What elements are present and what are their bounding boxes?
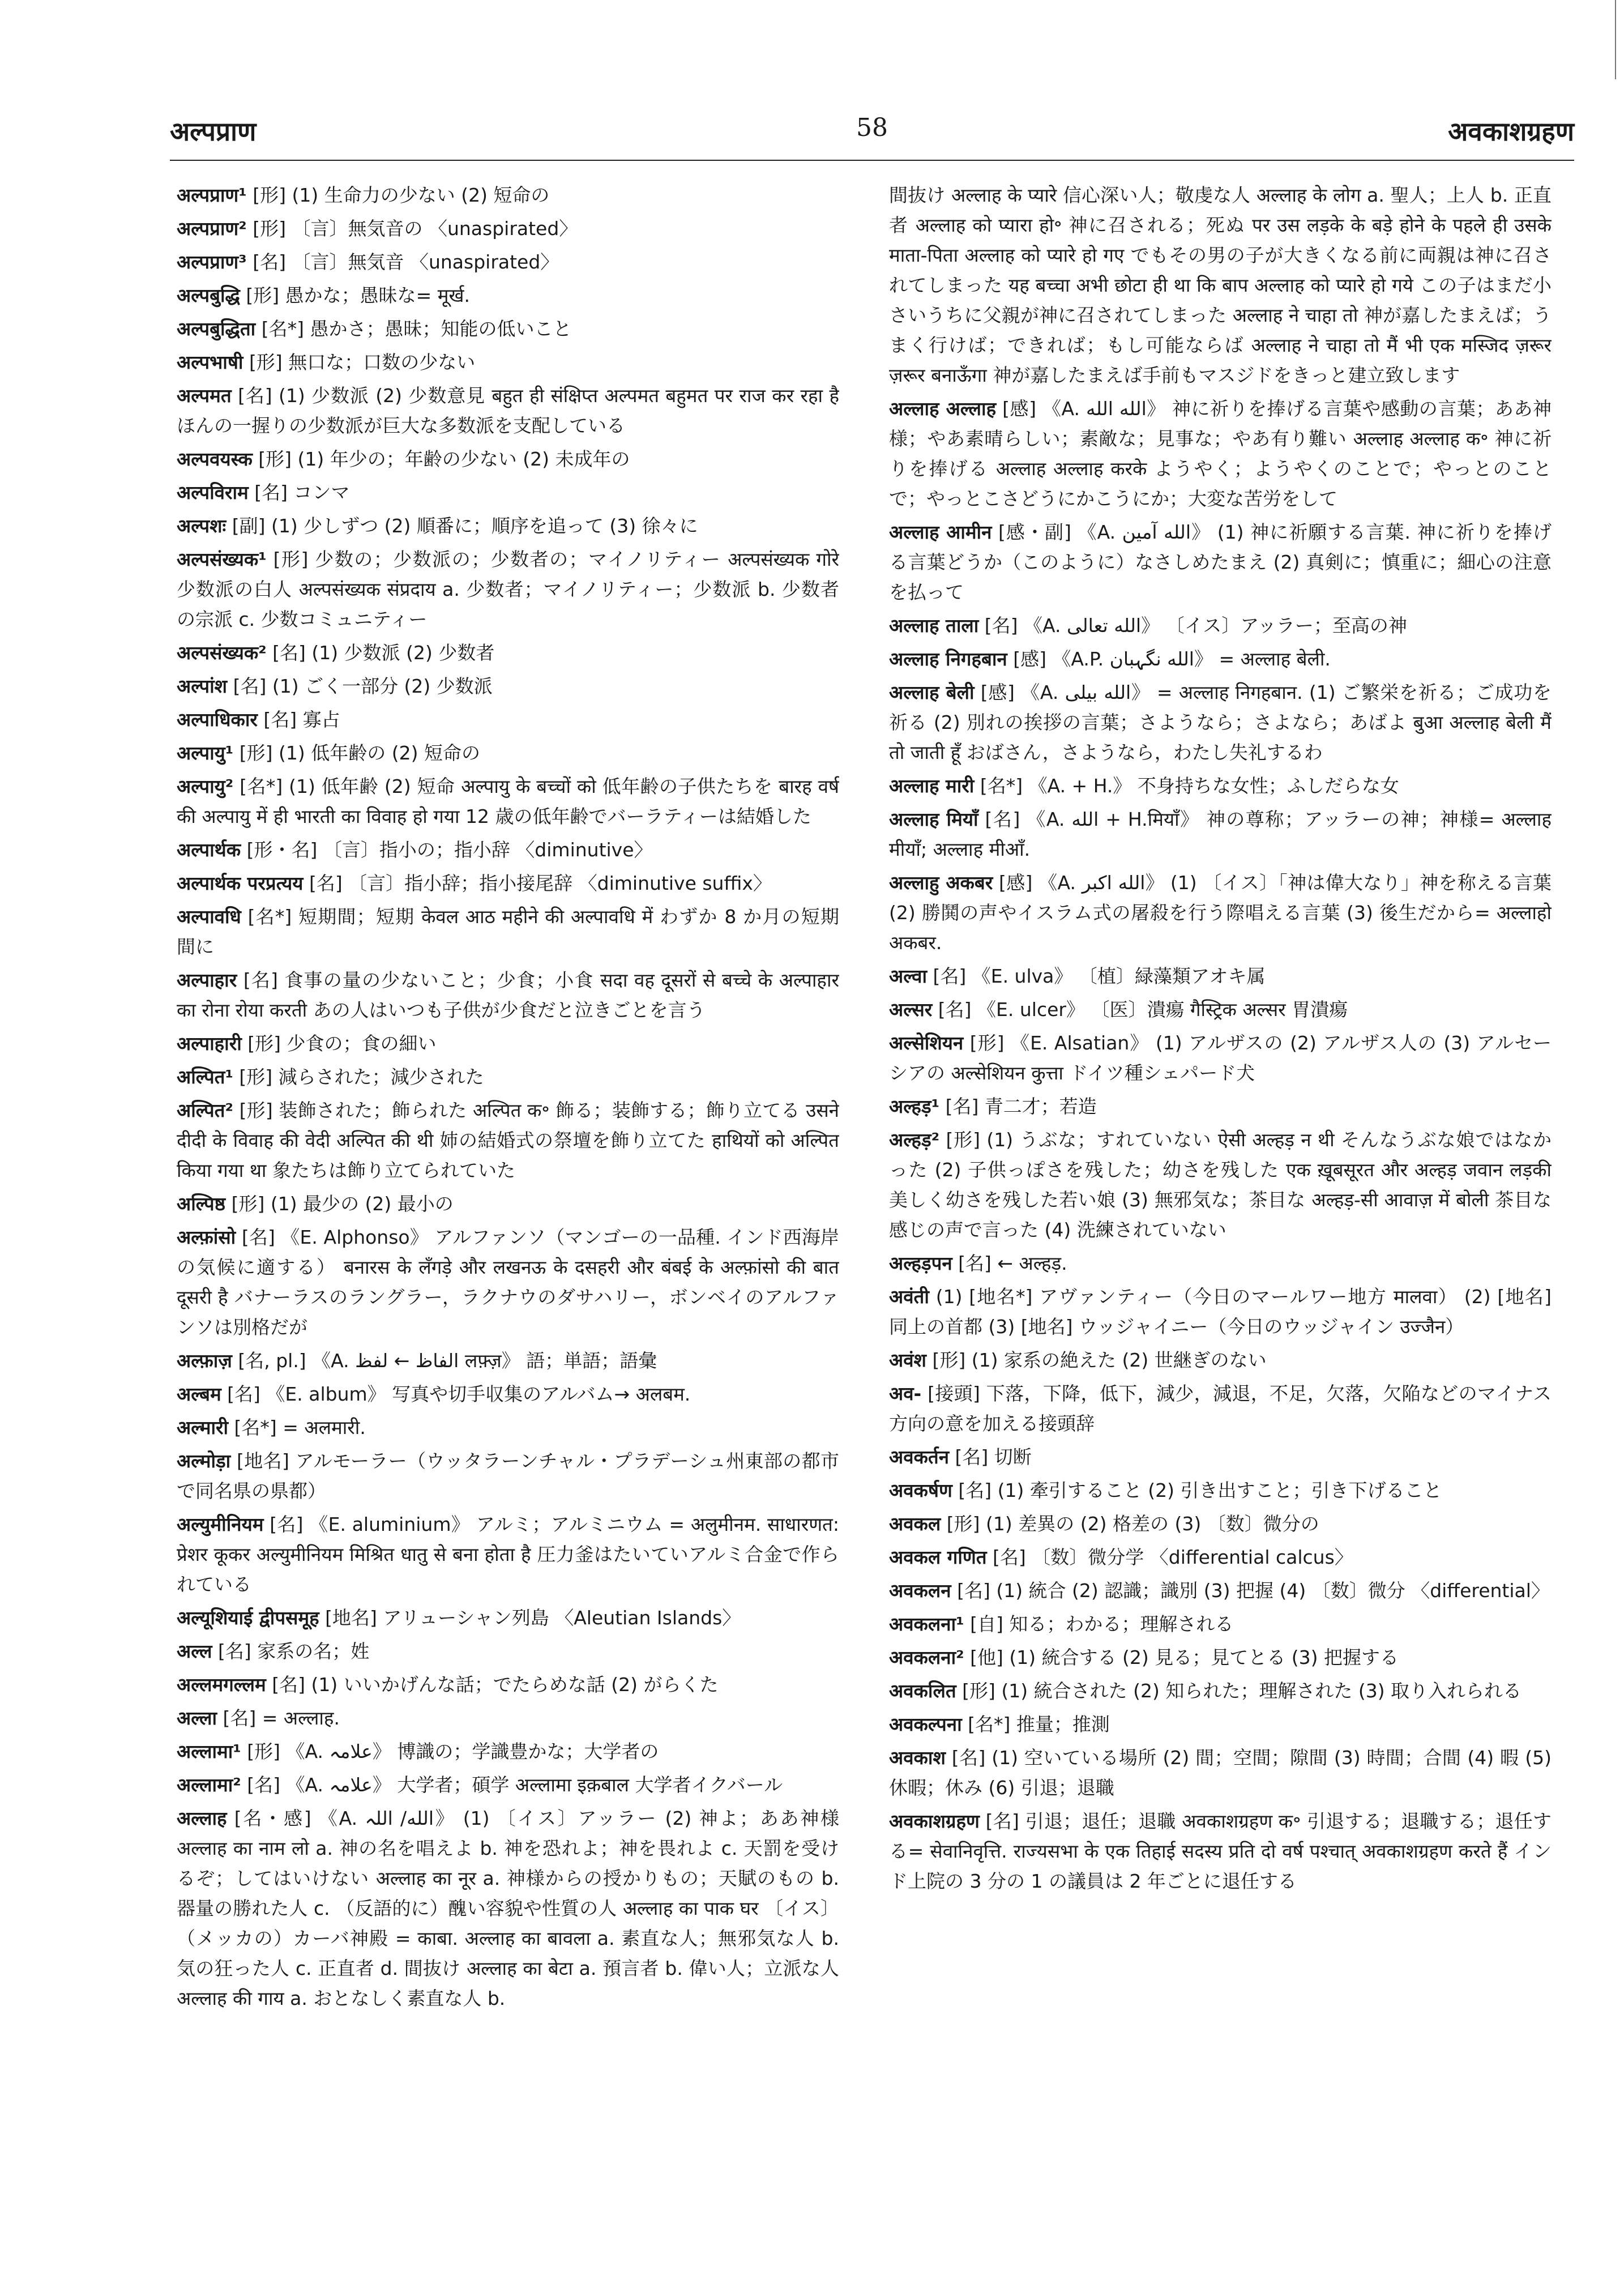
entry-definition: [形] 少食の；食の細い (241, 1032, 437, 1055)
entry-headword: अल्पविराम (177, 481, 249, 503)
dictionary-entry (177, 247, 839, 277)
dictionary-entry (889, 804, 1552, 864)
entry-definition: [形] 《E. Alsatian》 (1) アルザスの (2) アルザス人の (3) アルセーシアの अल्सेशियन कुत्ता ドイツ種シェパード犬 (889, 1032, 1552, 1084)
entry-definition: [副] (1) 少しずつ (2) 順番に；順序を追って (3) 徐々に (226, 515, 698, 537)
dictionary-entry (177, 477, 839, 507)
entry-definition: [名] 《E. album》 写真や切手収集のアルバム→ अलबम. (221, 1383, 691, 1405)
entry-definition: [感] 《A.P. الله نگہبان》 = अल्लाह बेली. (1007, 648, 1331, 670)
dictionary-entry (889, 1509, 1552, 1539)
dictionary-entry (889, 1576, 1552, 1606)
dictionary-entry (889, 961, 1552, 991)
entry-definition: [名] 《A. الله تعالی》 〔イス〕アッラー；至高の神 (978, 614, 1407, 637)
entry-headword: अल्यूशियाई द्वीपसमूह (177, 1607, 319, 1629)
entry-definition: [名] 《A. علامہ》 大学者；碩学 अल्लामा इक़बाल 大学者イクバール (241, 1774, 783, 1796)
entry-headword: अल्लाह मियाँ (889, 808, 978, 830)
entry-headword: अल्पिष्ठ (177, 1193, 226, 1215)
entry-definition: [名] = अल्लाह. (217, 1707, 340, 1729)
entry-definition: 間抜け अल्लाह के प्यारे 信心深い人；敬虔な人 अल्लाह के लोग a. 聖人；上人 b. 正直者 अल्लाह को प्यारा हो॰ 神に召される；死ぬ पर उस लड़के के बड़े होने के पहले ही उसके माता-पिता अल्लाह को प्यारे हो गए でもその男の子が大きくなる前に両親は神に召されてしまった यह बच्चा अभी छोटा ही था कि बाप अल्लाह को प्यारे हो गये この子はまだ小さいうちに父親が神に召されてしまった अल्लाह ने चाहा तो 神が嘉したまえば；うまく行けば；できれば；もし可能ならば अल्लाह ने चाहा तो मैं भी एक मस्जिद ज़रूर ज़रूर बनाऊँगा 神が嘉したまえば手前もマスジドをきっと建立致します (889, 184, 1552, 386)
entry-definition: [形] 無口な；口数の少ない (243, 351, 476, 373)
dictionary-entry (177, 1222, 839, 1342)
entry-definition: [感・副] 《A. الله آمين》 (1) 神に祈願する言葉. 神に祈りを捧げる言葉どうか（このように）なさしめたまえ (2) 真剣に；慎重に；細心の注意を払って (889, 521, 1552, 603)
entry-definition: [形] 《A. علامہ》 博識の；学識豊かな；大学者の (241, 1740, 659, 1762)
dictionary-entry (177, 965, 839, 1025)
entry-headword: अल्हड़पन (889, 1252, 952, 1274)
dictionary-entry (889, 1442, 1552, 1472)
dictionary-entry (889, 611, 1552, 641)
entry-headword: अल्पित¹ (177, 1066, 233, 1088)
entry-headword: अवकल (889, 1513, 941, 1535)
entry-definition: [名] (1) ごく一部分 (2) 少数派 (227, 675, 493, 697)
entry-definition: [名] 《E. ulcer》 〔医〕潰瘍 गैस्ट्रिक अल्सर 胃潰瘍 (932, 998, 1348, 1021)
entry-headword: अल्पवयस्क (177, 448, 253, 470)
entry-definition: [形] 〔言〕無気音の 〈unaspirated〉 (246, 217, 578, 240)
entry-headword: अल्मोड़ा (177, 1450, 231, 1472)
dictionary-entry (889, 394, 1552, 514)
entry-headword: अल्लाह बेली (889, 681, 975, 703)
entry-headword: अवकल्पना (889, 1713, 962, 1735)
entry-definition: [名] 家系の名；姓 (212, 1640, 370, 1662)
entry-headword: अल्पित² (177, 1099, 233, 1121)
dictionary-entry (889, 1345, 1552, 1375)
entry-definition: [名] 《E. ulva》 〔植〕緑藻類アオキ属 (927, 965, 1266, 987)
entry-headword: अल्पाधिकार (177, 708, 258, 731)
entry-headword: अल्पप्राण¹ (177, 184, 247, 206)
dictionary-entry (889, 1609, 1552, 1639)
entry-headword: अल्पमत (177, 385, 232, 407)
dictionary-entry (889, 1378, 1552, 1439)
entry-definition: [他] (1) 統合する (2) 見る；見てとる (3) 把握する (964, 1646, 1399, 1668)
entry-definition: [名] 〔言〕指小辞；指小接尾辞 〈diminutive suffix〉 (303, 872, 772, 894)
entry-definition: [名] 食事の量の少ないこと；少食；小食 सदा वह दूसरों से बच्चे के अल्पाहार का रोना रोया करती あの人はいつも子供が少食だと泣きごとを言う (177, 969, 839, 1021)
entry-headword: अल्युमीनियम (177, 1513, 264, 1535)
entry-definition: [名] 《E. aluminium》 アルミ；アルミニウム = अलुमीनम. साधारणत: प्रेशर कूकर अल्युमीनियम मिश्रित धातु से बना होता है 圧力釜はたいていアルミ合金で作られている (177, 1513, 839, 1595)
entry-headword: अवंश (889, 1349, 926, 1371)
dictionary-entry (177, 671, 839, 701)
dictionary-entry (177, 1636, 839, 1666)
entry-definition: [感] 《A. الله بیلی》 = अल्लाह निगहबान. (1) ご繁栄を祈る；ご成功を祈る (2) 別れの挨拶の言葉；さようなら；さよなら；あばよ बुआ अल्लाह बेली मैं तो जाती हूँ おばさん，さようなら，わたし失礼するわ (889, 681, 1552, 763)
entry-definition: [形] (1) 低年齢の (2) 短命の (233, 742, 480, 764)
dictionary-entry (889, 1282, 1552, 1342)
dictionary-entry (177, 444, 839, 474)
dictionary-entry (177, 1736, 839, 1766)
dictionary-entry (889, 677, 1552, 767)
dictionary-entry (177, 835, 839, 865)
dictionary-entry (889, 1091, 1552, 1121)
entry-headword: अल्पायु¹ (177, 742, 234, 764)
dictionary-entry (177, 1509, 839, 1599)
entry-headword: अल्पसंख्यक¹ (177, 548, 267, 570)
entry-definition: [形] 愚かな；愚昧な= मूर्ख. (240, 284, 470, 306)
dictionary-entry (177, 314, 839, 344)
entry-definition: [感] 《A. الله اکبر》 (1) 〔イス〕「神は偉大なり」神を称える言葉 (2) 勝鬨の声やイスラム式の屠殺を行う際唱える言葉 (3) 後生だから= अल्लाहो अकबर. (889, 872, 1552, 954)
entry-headword: अल्फ़ाज़ (177, 1350, 232, 1372)
dictionary-entry (889, 1642, 1552, 1672)
entry-headword: अल्लामा² (177, 1774, 241, 1796)
entry-definition: [形] 装飾された；飾られた अल्पित क॰ 飾る；装飾する；飾り立てる उसने दीदी के विवाह की वेदी अल्पित की थी 姉の結婚式の祭壇を飾り立てた हाथियों को अल्पित किया गया था 象たちは飾り立てられていた (177, 1099, 839, 1181)
entry-definition: [形] (1) 最少の (2) 最小の (225, 1193, 454, 1215)
entry-headword: अवकर्तन (889, 1446, 950, 1468)
entry-definition: [自] 知る；わかる；理解される (964, 1613, 1234, 1635)
dictionary-entry (177, 1189, 839, 1219)
dictionary-entry (177, 180, 839, 210)
entry-definition: [名] 〔数〕微分学 〈differential calcus〉 (986, 1546, 1353, 1568)
entry-definition: [形・名] 〔言〕指小の；指小辞 〈diminutive〉 (241, 839, 653, 861)
right-guide-word: अवकाशग्रहण (1448, 116, 1574, 147)
entry-headword: अल्हड़² (889, 1129, 940, 1151)
entry-definition: [名] 《E. Alphonso》 アルファンソ（マンゴーの一品種. インド西海岸の気候に適する） बनारस के लँगड़े और लखनऊ के दसहरी और बंबई के अल्फ़ांसो की बात दूसरी है バナーラスのラングラー，ラクナウのダサハリー，ボンベイのアルファンソは別格だが (177, 1226, 839, 1338)
entry-headword: अल्पावधि (177, 906, 241, 928)
entry-definition: [名] 寡占 (257, 708, 340, 731)
dictionary-entry (177, 511, 839, 541)
dictionary-entry (177, 1379, 839, 1409)
dictionary-entry (889, 1248, 1552, 1278)
dictionary-entry (177, 381, 839, 441)
entry-headword: अल्पाहार (177, 969, 237, 991)
entry-definition: [名*] 短期間；短期 केवल आठ महीने की अल्पावधि में わずか 8 か月の短期間に (177, 906, 839, 958)
entry-definition: [名] (1) 牽引すること (2) 引き出すこと；引き下げること (952, 1479, 1442, 1501)
entry-headword: अल्सेशियन (889, 1032, 964, 1054)
entry-definition: [形] (1) 家系の絶えた (2) 世継ぎのない (926, 1349, 1267, 1371)
dictionary-entry (889, 1542, 1552, 1572)
entry-headword: अवकाशग्रहण (889, 1810, 980, 1832)
entry-definition: [名*] 推量；推測 (961, 1713, 1110, 1735)
dictionary-entry (177, 1670, 839, 1700)
entry-headword: अल्लाह (177, 1807, 227, 1829)
entry-definition: [接頭] 下落，下降，低下，減少，減退，不足，欠落，欠陥などのマイナス方向の意を加える接頭辞 (889, 1382, 1552, 1435)
entry-definition: [形] (1) 統合された (2) 知られた；理解された (3) 取り入れられる (956, 1680, 1522, 1702)
dictionary-entry (889, 644, 1552, 674)
entry-definition: [形] (1) 差異の (2) 格差の (3) 〔数〕微分の (941, 1513, 1319, 1535)
dictionary-entry (177, 544, 839, 634)
entry-definition: [形] (1) 年少の；年齢の少ない (2) 未成年の (252, 448, 630, 470)
entry-definition: [名] (1) いいかげんな話；でたらめな話 (2) がらくた (266, 1674, 719, 1696)
dictionary-entry (177, 705, 839, 735)
entry-headword: अवकलित (889, 1680, 956, 1702)
entry-headword: अल्फ़ांसो (177, 1226, 236, 1248)
dictionary-entry (177, 1446, 839, 1506)
left-guide-word: अल्पप्राण (170, 116, 257, 147)
entry-headword: अल्पबुद्धिता (177, 318, 256, 340)
dictionary-entry (177, 1062, 839, 1092)
entry-headword: अल्ला (177, 1707, 217, 1729)
entry-definition: [地名] アルモーラー（ウッタラーンチャル・プラデーシュ州東部の都市で同名県の県都） (177, 1450, 839, 1502)
dictionary-entry (177, 1703, 839, 1733)
entry-definition: [名] 引退；退任；退職 अवकाशग्रहण क॰ 引退する；退職する；退任する= सेवानिवृत्ति. राज्यसभा के एक तिहाई सदस्य प्रति दो वर्ष पश्चात् अवकाशग्रहण करते हैं インド上院の 3 分の 1 の議員は 2 年ごとに退任する (889, 1810, 1552, 1892)
entry-headword: अल्लाह निगहबान (889, 648, 1007, 670)
dictionary-entry (889, 1125, 1552, 1245)
entry-headword: अल्सर (889, 998, 933, 1021)
header-rule (170, 160, 1574, 161)
entry-headword: अल्पशः (177, 515, 226, 537)
dictionary-entry (889, 771, 1552, 801)
page-number: 58 (856, 113, 888, 142)
dictionary-entry (177, 1803, 839, 2013)
entry-headword: अवकलना¹ (889, 1613, 964, 1635)
entry-definition: [形] 減らされた；減少された (233, 1066, 484, 1088)
dictionary-entry (177, 868, 839, 898)
entry-definition: [形] (1) うぶな；すれていない ऐसी अल्हड़ न थी そんなうぶな娘ではなかった (2) 子供っぽさを残した；幼さを残した एक ख़ूबसूरत और अल्हड़ जवान लड़की 美しく幼さを残した若い娘 (3) 無邪気な；茶目な अल्हड़-सी आवाज़ में बोली 茶目な感じの声で言った (4) 洗練されていない (889, 1129, 1552, 1241)
dictionary-entry (177, 902, 839, 962)
entry-headword: अल्पप्राण² (177, 217, 247, 240)
entry-definition: [名*] = अलमारी. (228, 1416, 366, 1439)
dictionary-entry (177, 771, 839, 831)
entry-definition: [名] (1) 統合 (2) 認識；識別 (3) 把握 (4) 〔数〕微分 〈differential〉 (951, 1580, 1550, 1602)
entry-headword: अल्लाहु अकबर (889, 872, 993, 894)
entry-headword: अल्लाह ताला (889, 614, 979, 637)
dictionary-entry (889, 1028, 1552, 1088)
running-header (170, 113, 1574, 159)
entry-definition: [名] 〔言〕無気音 〈unaspirated〉 (246, 251, 559, 273)
dictionary-entry (889, 868, 1552, 958)
entry-headword: अल्लाह मारी (889, 775, 975, 797)
entry-headword: अल्हड़¹ (889, 1095, 940, 1117)
dictionary-entry (889, 180, 1552, 390)
entry-definition: [地名] アリューシャン列島 〈Aleutian Islands〉 (319, 1607, 741, 1629)
entry-headword: अल्लमगल्लम (177, 1674, 266, 1696)
entry-headword: अल्पसंख्यक² (177, 642, 267, 664)
margin-rule (1615, 0, 1616, 79)
dictionary-entry (177, 214, 839, 244)
dictionary-entry (889, 517, 1552, 607)
entry-headword: अल्पांश (177, 675, 228, 697)
entry-headword: अल्पायु² (177, 775, 234, 797)
dictionary-entry (889, 1475, 1552, 1505)
dictionary-entry (889, 1676, 1552, 1706)
entry-headword: अल्लामा¹ (177, 1740, 241, 1762)
entry-headword: अल्पप्राण³ (177, 251, 247, 273)
entry-definition: [形] 少数の；少数派の；少数者の；マイノリティー अल्पसंख्यक गोरे 少数派の白人 अल्पसंख्यक संप्रदाय a. 少数者；マイノリティー；少数派 b. 少数者の宗派 c. 少数コミュニティー (177, 548, 839, 630)
dictionary-entry (177, 1028, 839, 1058)
entry-headword: अल्लाह आमीन (889, 521, 992, 543)
dictionary-entry (177, 347, 839, 377)
entry-definition: [名] 《A. الله + H.मियाँ》 神の尊称；アッラーの神；神様= अल्लाह मीयाँ; अल्लाह मीआँ. (889, 808, 1552, 860)
dictionary-entry (177, 1095, 839, 1185)
entry-definition: [名] コンマ (248, 481, 350, 503)
entry-headword: अवंती (889, 1286, 929, 1308)
entry-definition: [感] 《A. الله الله》 神に祈りを捧げる言葉や感動の言葉；ああ神様；やあ素晴らしい；素敵な；見事な；やあ有り難い अल्लाह अल्लाह क॰ 神に祈りを捧げる अल्लाह अल्लाह करके ようやく；ようやくのことで；やっとのことで；やっとこさどうにかこうにか；大変な苦労をして (889, 398, 1552, 510)
entry-headword: अवकाश (889, 1747, 946, 1769)
right-column (889, 180, 1552, 2281)
dictionary-entry (177, 1603, 839, 1633)
dictionary-entry (177, 1346, 839, 1376)
dictionary-entry (177, 1770, 839, 1800)
dictionary-entry (177, 738, 839, 768)
left-column (177, 180, 839, 2281)
entry-definition: [名] (1) 少数派 (2) 少数者 (266, 642, 495, 664)
dictionary-entry (177, 638, 839, 668)
entry-headword: अल्लाह अल्लाह (889, 398, 997, 420)
entry-headword: अल्मारी (177, 1416, 229, 1439)
entry-headword: अल्पभाषी (177, 351, 243, 373)
entry-headword: अल्बम (177, 1383, 221, 1405)
entry-headword: अवकलन (889, 1580, 951, 1602)
entry-headword: अल्वा (889, 965, 927, 987)
dictionary-entry (889, 1709, 1552, 1739)
entry-headword: अल्पार्थक परप्रत्यय (177, 872, 304, 894)
dictionary-entry (889, 1743, 1552, 1803)
entry-headword: अवकलना² (889, 1646, 964, 1668)
dictionary-entry (889, 1806, 1552, 1896)
entry-definition: [名*] 《A. + H.》 不身持ちな女性；ふしだらな女 (974, 775, 1399, 797)
entry-definition: [名] (1) 少数派 (2) 少数意見 बहुत ही संक्षिप्त अल्पमत बहुमत पर राज कर रहा है ほんの一握りの少数派が巨大な多数派を支配している (177, 385, 839, 437)
entry-headword: अल्पबुद्धि (177, 284, 240, 306)
entry-definition: [名*] (1) 低年齢 (2) 短命 अल्पायु के बच्चों को 低年齢の子供たちを बारह वर्ष की अल्पायु में ही भारती का विवाह हो गया 12 歳の低年齢でバーラティーは結婚した (177, 775, 839, 827)
entry-definition: (1) [地名*] アヴァンティー（今日のマールワー地方 मालवा） (2) [地名] 同上の首都 (3) [地名] ウッジャイニー（今日のウッジャイン उज्जैन） (889, 1286, 1552, 1338)
dictionary-entry (177, 280, 839, 310)
entry-definition: [名, pl.] 《A. الفاظ ← لفظ लफ़्ज़》 語；単語；語彙 (232, 1350, 657, 1372)
entry-definition: [名・感] 《A. الله/ اللہ》 (1) 〔イス〕アッラー (2) 神よ；ああ神様 अल्लाह का नाम लो a. 神の名を唱えよ b. 神を恐れよ；神を畏れよ c. 天罰を受けるぞ；してはいけない अल्लाह का नूर a. 神様からの授かりもの；天賦のもの b. 器量の勝れた人 c. （反語的に）醜い容貌や性質の人 अल्लाह का पाक घर 〔イス〕（メッカの）カーバ神殿 = काबा. अल्लाह का बावला a. 素直な人；無邪気な人 b. 気の狂った人 c. 正直者 d. 間抜け अल्लाह का बेटा a. 預言者 b. 偉い人；立派な人 अल्लाह की गाय a. おとなしく素直な人 b. (177, 1807, 839, 2009)
dictionary-entry (177, 1412, 839, 1442)
entry-headword: अल्पाहारी (177, 1032, 242, 1055)
entry-definition: [形] (1) 生命力の少ない (2) 短命の (246, 184, 550, 206)
entry-headword: अल्पार्थक (177, 839, 241, 861)
entry-definition: [名] 切断 (949, 1446, 1032, 1468)
entry-definition: [名] 青二才；若造 (939, 1095, 1097, 1117)
entry-headword: अव- (889, 1382, 922, 1405)
entry-headword: अवकल गणित (889, 1546, 987, 1568)
entry-definition: [名*] 愚かさ；愚昧；知能の低いこと (255, 318, 572, 340)
entry-headword: अल्ल (177, 1640, 212, 1662)
dictionary-entry (889, 995, 1552, 1025)
entry-headword: अवकर्षण (889, 1479, 952, 1501)
entry-definition: [名] ← अल्हड़. (952, 1252, 1067, 1274)
entry-definition: [名] (1) 空いている場所 (2) 間；空間；隙間 (3) 時間；合間 (4) 暇 (5) 休暇；休み (6) 引退；退職 (889, 1747, 1552, 1799)
